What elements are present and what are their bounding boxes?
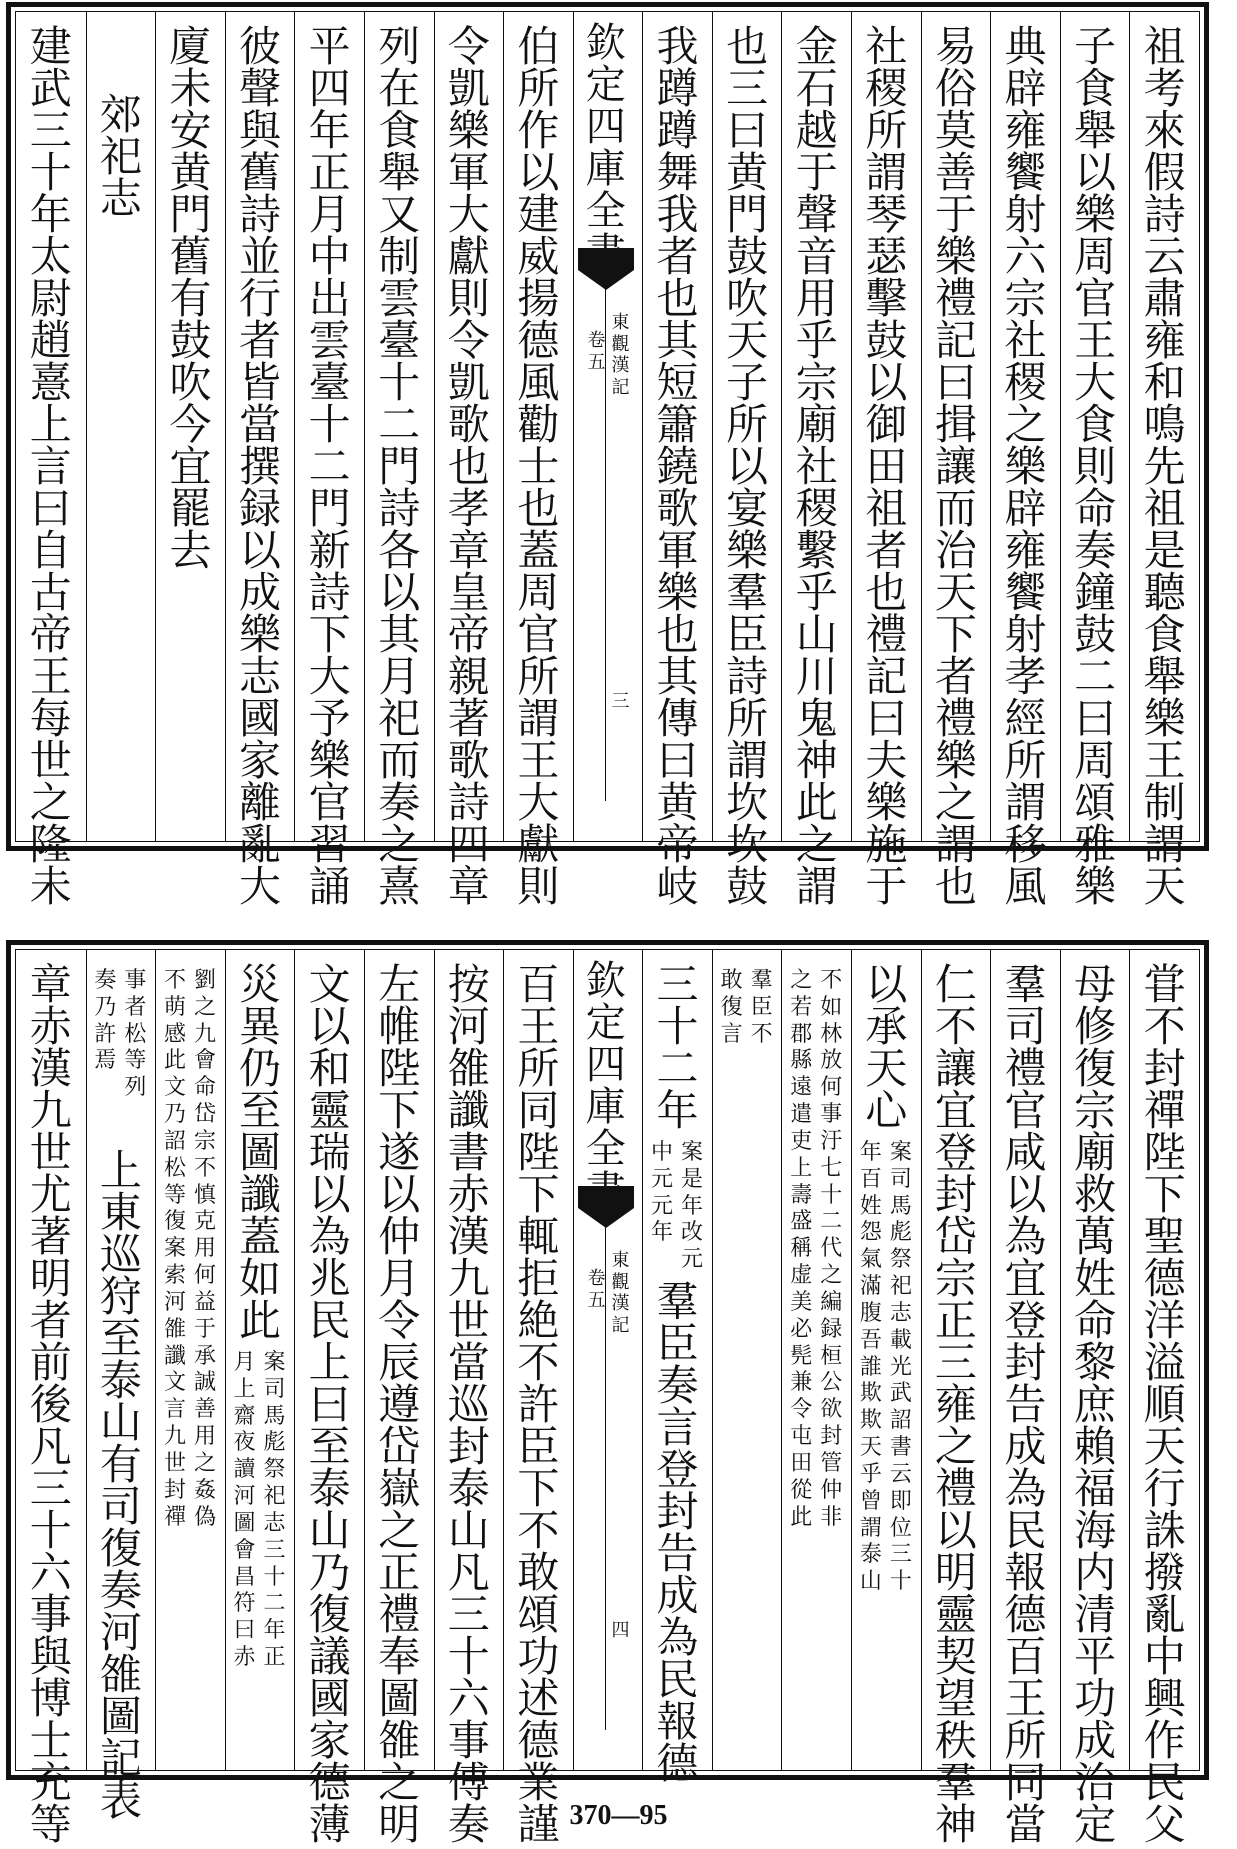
- column-text: 列在食舉又制雲臺十二門詩各以其月祀而奏之熹: [378, 22, 421, 911]
- column-text: 三十二年: [656, 960, 699, 1135]
- book-title: 東觀漢記: [611, 312, 630, 398]
- annotation-right: 案是年改元: [681, 1140, 704, 1273]
- annotation-left: 之若郡縣遠遣吏上壽盛稱虚美必髡兼令屯田從此: [790, 968, 813, 1530]
- column-text: 仁不讓宜登封岱宗正三雍之禮以明靈契望秩羣神: [934, 960, 977, 1849]
- annotation-left: 年百姓怨氣滿腹吾誰欺欺天乎曾謂泰山: [859, 1140, 882, 1595]
- annotation-left: 不萌感此文乃詔松等復案索河雒讖文言九世封禪: [163, 968, 186, 1530]
- annotation-left: 敢復言: [720, 968, 743, 1047]
- column-text: 也三曰黄門鼓吹天子所以宴樂羣臣詩所謂坎坎鼓: [726, 22, 769, 911]
- text-column: [1129, 950, 1199, 1849]
- fish-tail-mark: [578, 1186, 634, 1208]
- column-text: 伯所作以建威揚德風勸士也蓋周官所謂王大獻則: [517, 22, 560, 911]
- column-text: 以承天心: [865, 960, 908, 1135]
- juan-number: 卷五: [587, 330, 606, 373]
- text-column: [781, 12, 851, 911]
- book-title: 東觀漢記: [611, 1250, 630, 1336]
- text-column: [155, 12, 225, 841]
- text-column: [1060, 12, 1130, 911]
- column-text: 災異仍至圖讖蓋如此: [239, 960, 282, 1345]
- column-text: 廈未安黄門舊有鼓吹今宜罷去: [169, 22, 212, 575]
- banner-column: [573, 12, 643, 841]
- text-column: [434, 950, 504, 1849]
- column-text: 文以和靈瑞以為兆民上曰至泰山乃復議國家德薄: [308, 960, 351, 1849]
- text-column: [921, 12, 991, 911]
- top-page-frame: [15, 11, 1200, 911]
- annotation-right: 案司馬彪祭祀志三十二年正: [263, 1350, 286, 1671]
- text-column: [990, 12, 1060, 911]
- text-column: [86, 950, 156, 1825]
- annotation-left: 奏乃許焉: [94, 968, 117, 1074]
- text-column: [1060, 950, 1130, 1849]
- banner-title: 欽定四庫全: [585, 958, 626, 1172]
- annotation-right: 事者松等列: [124, 968, 147, 1101]
- annotation-right: 案司馬彪祭祀志載光武詔書云即位三十: [889, 1140, 912, 1595]
- page-number: 370—95: [569, 1800, 668, 1831]
- column-text: 上東巡狩至泰山有司復奏河雒圖記表: [99, 1146, 142, 1825]
- annotation-left: 中元元年: [651, 1140, 674, 1246]
- column-text: 左帷陛下遂以仲月令辰遵岱嶽之正禮奉圖雒之明: [378, 960, 421, 1849]
- text-column: [294, 950, 364, 1849]
- text-column: [503, 12, 573, 911]
- text-column: [364, 950, 434, 1849]
- text-column: [155, 950, 225, 1770]
- text-column: [851, 950, 921, 1770]
- text-column: [642, 12, 712, 911]
- text-column: [434, 12, 504, 911]
- text-column: [921, 950, 991, 1849]
- column-text: 百王所同陛下輒拒絶不許臣下不敢頌功述德業謹: [517, 960, 560, 1849]
- column-text: 按河雒讖書赤漢九世當巡封泰山凡三十六事傅奏: [447, 960, 490, 1849]
- text-column: [990, 950, 1060, 1849]
- text-column: [1129, 12, 1199, 911]
- text-column: [712, 950, 782, 1770]
- leaf-number: 三: [611, 691, 630, 712]
- column-text-continued: 羣臣奏言登封告成為民報德: [656, 1277, 699, 1788]
- column-text: 易俗莫善于樂禮記曰揖讓而治天下者禮樂之謂也: [934, 22, 977, 911]
- text-column: [781, 950, 851, 1770]
- text-column: [642, 950, 712, 1788]
- column-text: 建武三十年太尉趙憙上言曰自古帝王每世之隆未: [29, 22, 72, 911]
- text-column: [225, 12, 295, 911]
- juan-number: 卷五: [587, 1268, 606, 1311]
- annotation-right: 不如林放何事汙七十二代之編録桓公欲封管仲非: [820, 968, 843, 1530]
- text-column: [851, 12, 921, 911]
- annotation-right: 劉之九會命岱宗不慎克用何益于承誠善用之姦偽: [193, 968, 216, 1530]
- column-text: 甞不封禪陛下聖德洋溢順天行誅撥亂中興作民父: [1143, 960, 1186, 1849]
- section-heading: 郊祀志: [99, 90, 142, 223]
- column-text: 社稷所謂琴瑟擊鼓以御田祖者也禮記曰夫樂施于: [865, 22, 908, 911]
- column-text: 章赤漢九世尤著明者前後凡三十六事與博士充等: [29, 960, 72, 1849]
- banner-column: [573, 950, 643, 1770]
- text-column: [225, 950, 295, 1770]
- text-column: [712, 12, 782, 911]
- column-text: 金石越于聲音用乎宗廟社稷繫乎山川鬼神此之謂: [795, 22, 838, 911]
- column-text: 羣司禮官咸以為宜登封告成為民報德百王所同當: [1004, 960, 1047, 1849]
- annotation-left: 月上齋夜讀河圖會昌符曰赤: [233, 1350, 256, 1671]
- fish-tail-mark: [578, 248, 634, 270]
- column-text: 平四年正月中出雲臺十二門新詩下大予樂官習誦: [308, 22, 351, 911]
- column-text: 我蹲蹲舞我者也其短簫鐃歌軍樂也其傳曰黄帝岐: [656, 22, 699, 911]
- banner-title: 欽定四庫全: [585, 20, 626, 234]
- column-text: 令凱樂軍大獻則令凱歌也孝章皇帝親著歌詩四章: [447, 22, 490, 911]
- column-text: 子食舉以樂周官王大食則命奏鐘鼓二曰周頌雅樂: [1074, 22, 1117, 911]
- text-column: [294, 12, 364, 911]
- leaf-number: 四: [611, 1620, 630, 1641]
- column-text: 祖考來假詩云肅雍和鳴先祖是聽食舉樂王制謂天: [1143, 22, 1186, 911]
- text-column: [16, 12, 86, 911]
- annotation-right: 羣臣不: [750, 968, 773, 1047]
- text-column: [16, 950, 86, 1849]
- top-page: [6, 2, 1209, 911]
- text-column: [364, 12, 434, 911]
- text-column: [503, 950, 573, 1849]
- column-text: 典辟雍饗射六宗社稷之樂辟雍饗射孝經所謂移風: [1004, 22, 1047, 911]
- text-column: [86, 12, 156, 841]
- column-text: 彼聲與舊詩並行者皆當撰録以成樂志國家離亂大: [239, 22, 282, 911]
- column-text: 母修復宗廟救萬姓命黎庶賴福海内清平功成治定: [1074, 960, 1117, 1849]
